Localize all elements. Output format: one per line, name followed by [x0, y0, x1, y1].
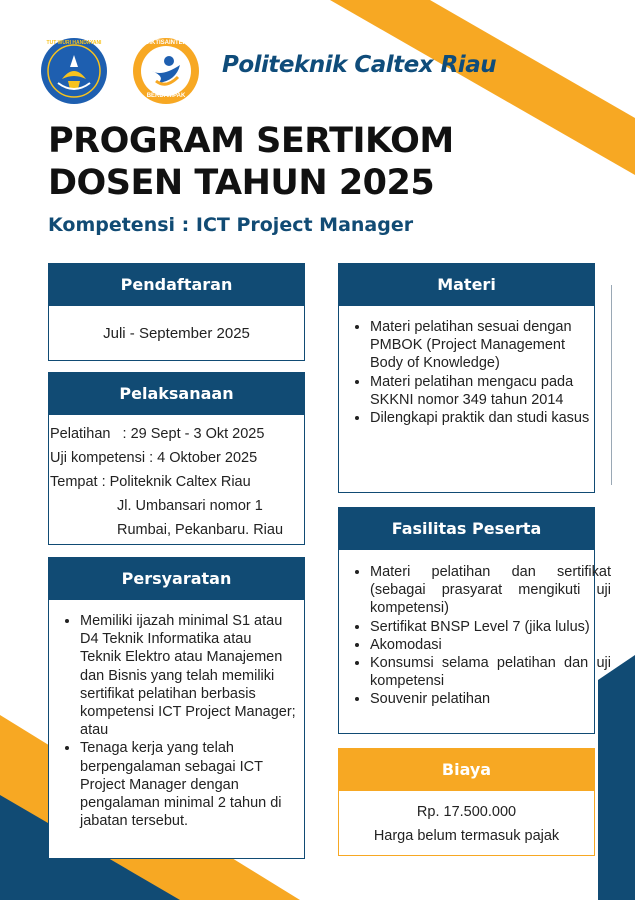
list-item: • Sertifikat BNSP Level 7 (jika lulus) [370, 618, 611, 636]
tempat: Tempat : Politeknik Caltex Riau [50, 474, 251, 490]
page-title [48, 120, 454, 204]
list-item: • Akomodasi [370, 636, 611, 654]
pelaksanaan-heading: Pelaksanaan [48, 372, 305, 415]
pendaftaran-heading: Pendaftaran [48, 263, 305, 306]
fasilitas-list [348, 563, 611, 709]
list-item: • Memiliki ijazah minimal S1 atau D4 Teknik Informatika atau Teknik Elektro atau Manajemen dan Bisnis yang telah memiliki sertifikat pelatihan berbasis kompetensi ICT Project Manager; atau [80, 612, 296, 739]
politeknik-caltex-riau-logo: Politeknik Caltex Riau [222, 52, 497, 78]
title-line-1: PROGRAM SERTIKOM [48, 121, 454, 161]
pelatihan-date: Pelatihan : 29 Sept - 3 Okt 2025 [50, 426, 265, 442]
list-item: • Materi pelatihan sesuai dengan PMBOK (Project Management Body of Knowledge) [370, 318, 592, 373]
list-item: • Dilengkapi praktik dan studi kasus [370, 409, 592, 427]
biaya-heading: Biaya [338, 748, 595, 791]
persyaratan-heading: Persyaratan [48, 557, 305, 600]
diktisaintek-bottom-text: BERDAMPAK [146, 93, 186, 99]
list-item: • Souvenir pelatihan [370, 690, 611, 708]
uji-kompetensi-date: Uji kompetensi : 4 Oktober 2025 [50, 450, 258, 466]
list-item: • Konsumsi selama pelatihan dan uji kompetensi [370, 654, 611, 690]
tut-wuri-handayani-logo [40, 37, 108, 105]
list-item: • Materi pelatihan mengacu pada SKKNI nomor 349 tahun 2014 [370, 373, 592, 409]
fasilitas-heading: Fasilitas Peserta [338, 507, 595, 550]
persyaratan-list [58, 612, 296, 830]
list-item: • Tenaga kerja yang telah berpengalaman sebagai ICT Project Manager dengan pengalaman minimal 2 tahun di jabatan tersebut. [80, 739, 296, 830]
tut-wuri-text: TUT WURI HANDAYANI [46, 40, 102, 46]
title-line-2: DOSEN TAHUN 2025 [48, 163, 435, 203]
materi-list [348, 318, 592, 427]
diktisaintek-top-text: DIKTISAINTEK [145, 40, 187, 46]
competency-subtitle: Kompetensi : ICT Project Manager [48, 214, 414, 236]
pendaftaran-value: Juli - September 2025 [103, 325, 250, 342]
address-line-1: Jl. Umbansari nomor 1 [117, 498, 263, 514]
address-line-2: Rumbai, Pekanbaru. Riau [117, 522, 284, 538]
biaya-amount: Rp. 17.500.000 [416, 804, 517, 820]
list-item: • Materi pelatihan dan sertifikat (sebagai prasyarat mengikuti uji kompetensi) [370, 563, 611, 618]
materi-heading: Materi [338, 263, 595, 306]
decorative-line [611, 285, 612, 485]
biaya-note: Harga belum termasuk pajak [373, 828, 560, 844]
